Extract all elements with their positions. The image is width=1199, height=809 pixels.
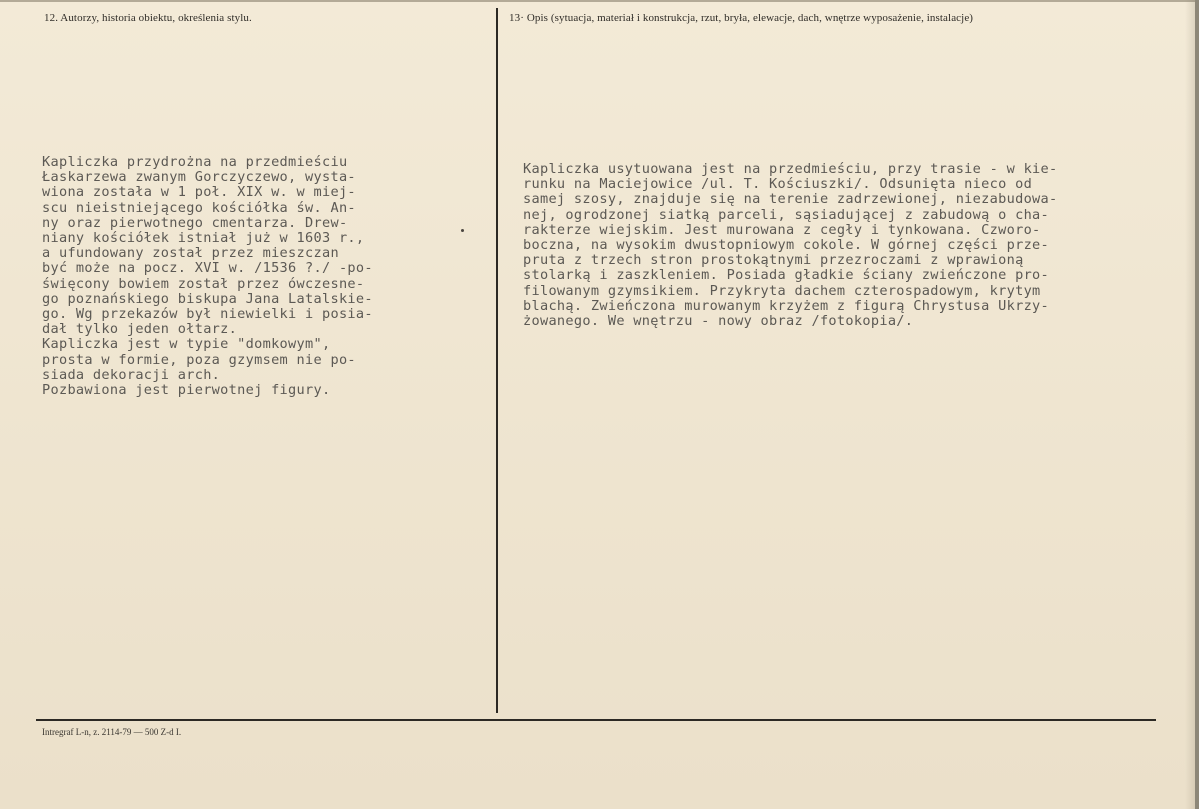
- section-13-line: filowanym gzymsikiem. Przykryta dachem czterospadowym, krytym: [523, 282, 1041, 299]
- section-12-line: scu nieistniejącego kościółka św. An-: [42, 199, 356, 216]
- section-12-line: go poznańskiego biskupa Jana Latalskie-: [42, 290, 373, 307]
- printer-note: Intregraf L-n, z. 2114-79 — 500 Z-d I.: [42, 727, 182, 737]
- section-12-line: wiona została w 1 poł. XIX w. w miej-: [42, 184, 356, 201]
- section-12-line: Kapliczka przydrożna na przedmieściu: [42, 154, 348, 170]
- section-13-line: runku na Maciejowice /ul. T. Kościuszki/. Odsunięta nieco od: [523, 176, 1033, 193]
- section-12-header: 12. Autorzy, historia obiektu, określenia stylu.: [44, 12, 252, 24]
- section-12-line: Pozbawiona jest pierwotnej figury.: [42, 382, 331, 399]
- section-12-line: ny oraz pierwotnego cmentarza. Drew-: [42, 214, 348, 231]
- section-12-line: a ufundowany został przez mieszczan: [42, 245, 339, 262]
- section-12-line: Kapliczka jest w typie "domkowym",: [42, 336, 331, 353]
- card-top-edge: [0, 0, 1195, 2]
- section-13-line: nej, ogrodzonej siatką parceli, sąsiadującej z zabudową o cha-: [523, 206, 1050, 223]
- section-12-line: Łaskarzewa zwanym Gorczyczewo, wysta-: [42, 169, 356, 186]
- ink-speck: [461, 229, 464, 232]
- section-13-line: rakterze wiejskim. Jest murowana z cegły i tynkowana. Czworo-: [523, 221, 1041, 238]
- section-12-line: dał tylko jeden ołtarz.: [42, 321, 238, 338]
- section-12-line: go. Wg przekazów był niewielki i posia-: [42, 306, 373, 323]
- section-12-line: święcony bowiem został przez ówczesne-: [42, 275, 365, 292]
- card-right-edge: [1195, 0, 1199, 809]
- section-13-line: żowanego. We wnętrzu - nowy obraz /fotokopia/.: [523, 313, 914, 330]
- section-13-line: boczna, na wysokim dwustopniowym cokole. W górnej części prze-: [523, 237, 1050, 254]
- section-13-line: pruta z trzech stron prostokątnymi przezroczami z wprawioną: [523, 252, 1024, 269]
- section-13-header: 13· Opis (sytuacja, materiał i konstrukcja, rzut, bryła, elewacje, dach, wnętrze wyposażenie, instalacje): [509, 12, 974, 24]
- section-13-line: blachą. Zwieńczona murowanym krzyżem z figurą Chrystusa Ukrzy-: [523, 297, 1050, 314]
- footer-rule: [36, 719, 1156, 721]
- section-13-line: Kapliczka usytuowana jest na przedmieściu, przy trasie - w kie-: [523, 161, 1058, 177]
- section-12-line: niany kościółek istniał już w 1603 r.,: [42, 230, 365, 247]
- column-divider: [496, 8, 498, 713]
- section-13-text: [523, 162, 1058, 329]
- section-13-line: stolarką i zaszkleniem. Posiada gładkie ściany zwieńczone pro-: [523, 267, 1050, 284]
- card-shadow: [1185, 0, 1195, 809]
- section-12-line: być może na pocz. XVI w. /1536 ?./ -po-: [42, 260, 373, 277]
- section-12-text: [42, 155, 373, 398]
- section-12-line: siada dekoracji arch.: [42, 366, 221, 383]
- section-13-line: samej szosy, znajduje się na terenie zadrzewionej, niezabudowa-: [523, 191, 1058, 208]
- section-12-line: prosta w formie, poza gzymsem nie po-: [42, 351, 356, 368]
